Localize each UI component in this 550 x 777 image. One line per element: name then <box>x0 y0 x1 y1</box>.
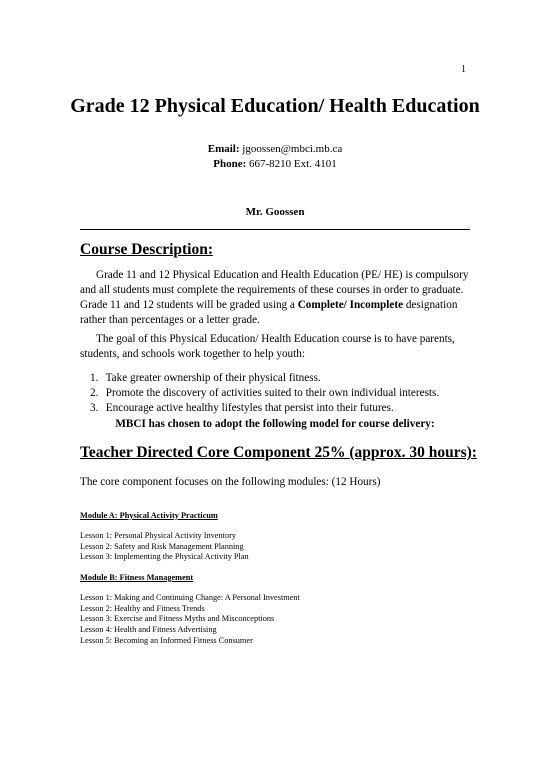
list-item: Lesson 3: Implementing the Physical Activity Plan <box>80 552 249 562</box>
list-item: Lesson 2: Healthy and Fitness Trends <box>80 603 205 613</box>
phone-value: 667-8210 Ext. 4101 <box>249 158 337 170</box>
para2-text: The goal of this Physical Education/ Health Education course is to have parents, students, and schools work together to help youth: <box>80 333 455 360</box>
module-a-lessons <box>80 531 249 563</box>
course-description-heading: Course Description: <box>80 241 214 258</box>
email-line <box>0 143 550 155</box>
phone-label: Phone: <box>213 158 247 170</box>
list-item <box>80 371 439 386</box>
list-item: Lesson 2: Safety and Risk Management Planning <box>80 541 244 551</box>
phone-line <box>0 158 550 170</box>
para1-text-a: Grade 11 and 12 Physical Education and Health Education (PE/ HE) is compulsory and all students must complete the requirements of these courses in order to graduate. Grade 11 and 12 students will be graded using a <box>80 269 469 311</box>
list-item-number: 3. <box>90 402 99 414</box>
module-b-title: Module B: Fitness Management <box>80 573 194 582</box>
delivery-model-statement: MBCI has chosen to adopt the following model for course delivery: <box>115 418 435 430</box>
core-component-heading: Teacher Directed Core Component 25% (approx. 30 hours): <box>80 444 477 461</box>
list-item-text: Encourage active healthy lifestyles that persist into their futures. <box>105 402 394 414</box>
email-label: Email: <box>207 143 240 155</box>
course-description-paragraph-1 <box>80 268 472 328</box>
para1-text-b: designation rather than percentages or a letter grade. <box>80 299 458 326</box>
list-item: Lesson 5: Becoming an Informed Fitness Consumer <box>80 635 253 645</box>
list-item: Lesson 4: Health and Fitness Advertising <box>80 625 217 635</box>
teacher-name: Mr. Goossen <box>245 206 305 218</box>
list-item <box>80 401 439 416</box>
list-item-number: 1. <box>90 372 99 384</box>
page-number: 1 <box>461 64 466 75</box>
module-a-title: Module A: Physical Activity Practicum <box>80 511 218 520</box>
document-title: Grade 12 Physical Education/ Health Education <box>70 95 480 117</box>
list-item: Lesson 3: Exercise and Fitness Myths and Misconceptions <box>80 614 275 624</box>
core-component-intro: The core component focuses on the following modules: (12 Hours) <box>80 476 381 488</box>
list-item: Lesson 1: Personal Physical Activity Inventory <box>80 531 237 540</box>
header-divider <box>80 229 470 230</box>
list-item <box>80 386 439 401</box>
para1-bold-text: Complete/ Incomplete <box>297 299 404 311</box>
email-value: jgoossen@mbci.mb.ca <box>242 143 343 155</box>
module-b-lessons <box>80 593 300 647</box>
course-description-paragraph-2 <box>80 332 472 362</box>
list-item-text: Take greater ownership of their physical fitness. <box>105 372 321 384</box>
list-item-number: 2. <box>90 387 99 399</box>
goals-list <box>80 371 439 416</box>
list-item-text: Promote the discovery of activities suited to their own individual interests. <box>105 387 440 399</box>
list-item: Lesson 1: Making and Continuing Change: A Personal Investment <box>80 593 300 602</box>
